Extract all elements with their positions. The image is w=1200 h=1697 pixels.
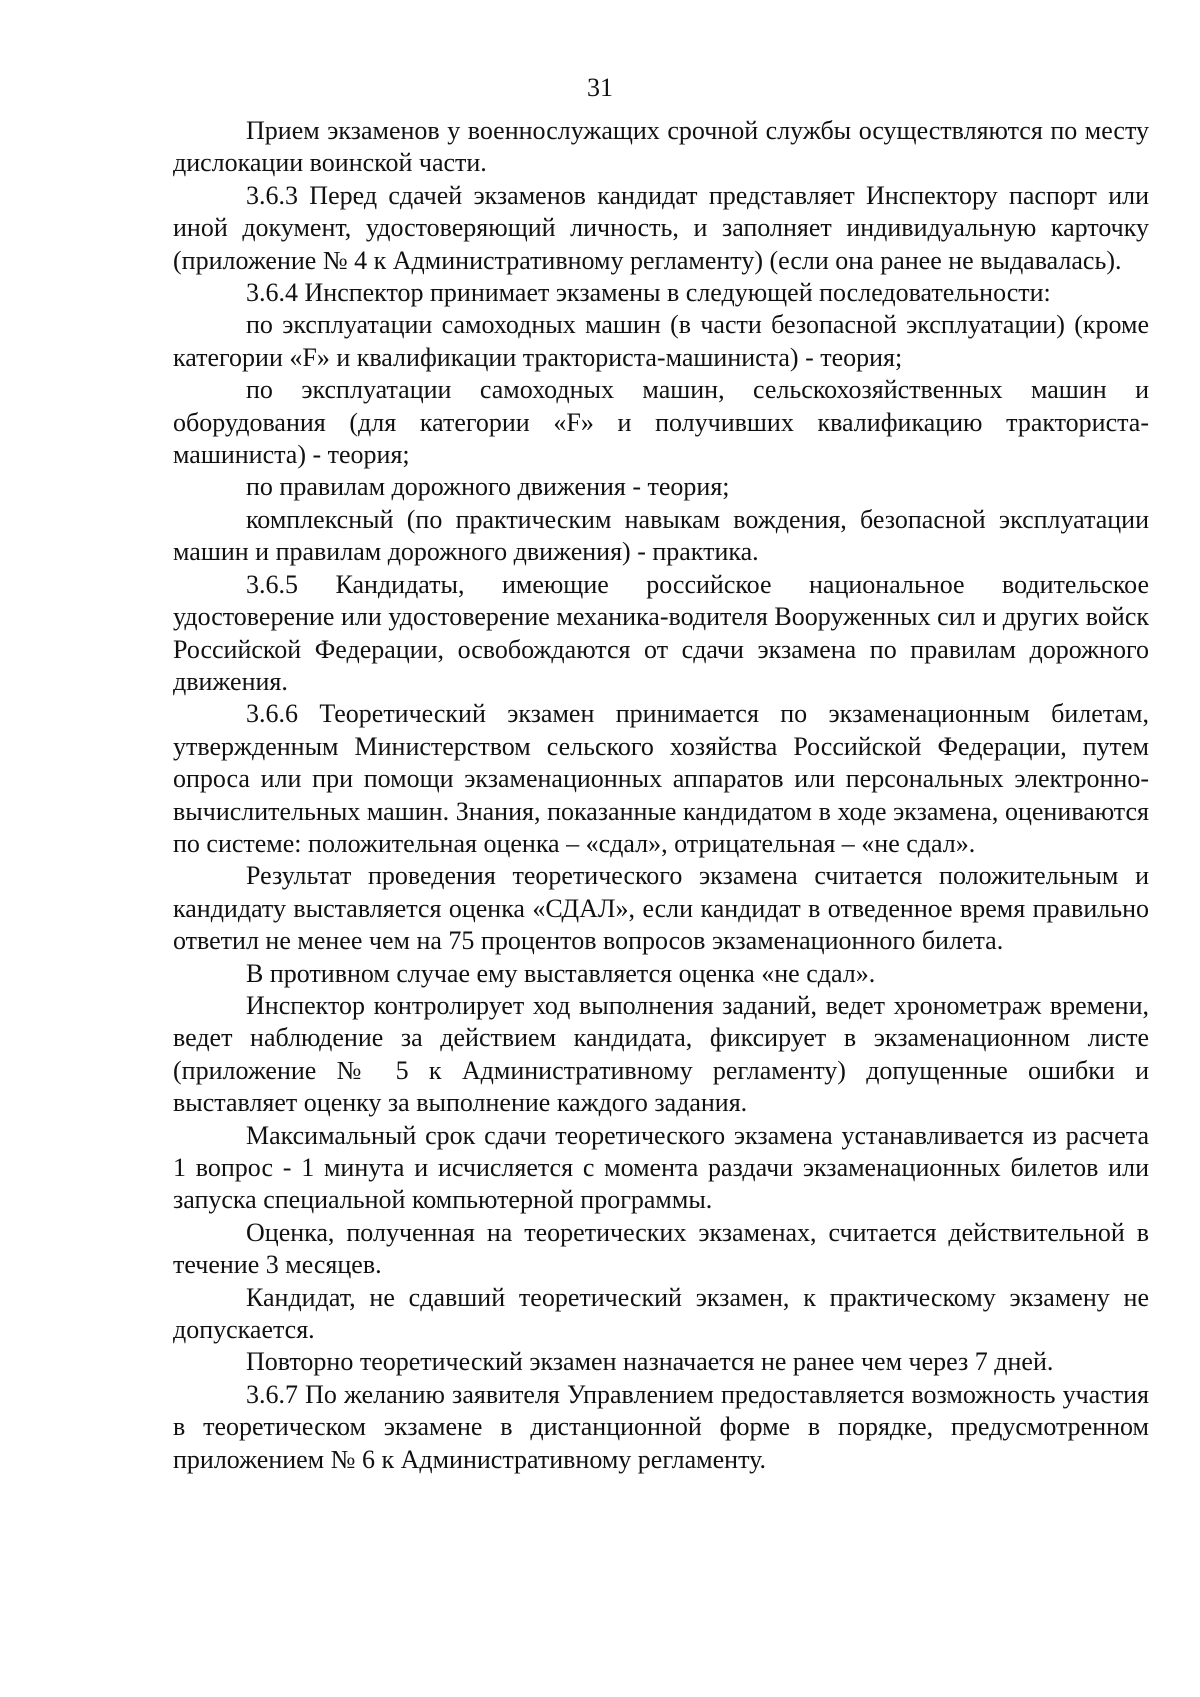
page-number: 31 [587, 73, 613, 102]
paragraph: Повторно теоретический экзамен назначается не ранее чем через 7 дней. [246, 1347, 1054, 1377]
paragraph: по эксплуатации самоходных машин (в части безопасной эксплуатации) (кроме категории «F» и квалификации тракториста-машиниста) - теория; [173, 310, 1149, 372]
paragraph: Результат проведения теоретического экзамена считается положительным и кандидату выставляется оценка «СДАЛ», если кандидат в отведенное время правильно ответил не менее чем на 75 процентов вопросов экзаменационного билета. [173, 861, 1149, 956]
paragraph: Кандидат, не сдавший теоретический экзамен, к практическому экзамену не допускается. [173, 1282, 1149, 1345]
paragraph: 3.6.5 Кандидаты, имеющие российское национальное водительское удостоверение или удостоверение механика-водителя Вооруженных сил и других войск Российской Федерации, освобождаются от сдачи экзамена по правилам дорожного движения. [173, 569, 1149, 696]
paragraph: Максимальный срок сдачи теоретического экзамена устанавливается из расчета 1 вопрос - 1 минута и исчисляется с момента раздачи экзаменационных билетов или запуска специальной компьютерной программы. [173, 1120, 1149, 1215]
paragraph: 3.6.3 Перед сдачей экзаменов кандидат представляет Инспектору паспорт или иной документ, удостоверяющий личность, и заполняет индивидуальную карточку (приложение № 4 к Административному регламенту) (если она ранее не выдавалась). [173, 180, 1149, 275]
paragraph: комплексный (по практическим навыкам вождения, безопасной эксплуатации машин и правилам дорожного движения) - практика. [173, 504, 1149, 567]
paragraph: по правилам дорожного движения - теория; [246, 472, 730, 502]
paragraph: Инспектор контролирует ход выполнения заданий, ведет хронометраж времени, ведет наблюдение за действием кандидата, фиксирует в экзаменационном листе (приложение № 5 к Административному регламенту) допущенные ошибки и выставляет оценку за выполнение каждого задания. [173, 990, 1149, 1118]
paragraph: 3.6.7 По желанию заявителя Управлением предоставляется возможность участия в теоретическом экзамене в дистанционной форме в порядке, предусмотренном приложением № 6 к Административному регламенту. [173, 1379, 1149, 1474]
paragraph: 3.6.4 Инспектор принимает экзамены в следующей последовательности: [246, 278, 1051, 308]
paragraph: по эксплуатации самоходных машин, сельскохозяйственных машин и оборудования (для категории «F» и получивших квалификацию тракториста-машиниста) - теория; [173, 375, 1149, 470]
paragraph: Оценка, полученная на теоретических экзаменах, считается действительной в течение 3 месяцев. [173, 1217, 1149, 1280]
document-body [173, 115, 1149, 1476]
paragraph: 3.6.6 Теоретический экзамен принимается по экзаменационным билетам, утвержденным Министерством сельского хозяйства Российской Федерации, путем опроса или при помощи экзаменационных аппаратов или персональных электронно-вычислительных машин. Знания, показанные кандидатом в ходе экзамена, оцениваются по системе: положительная оценка – «сдал», отрицательная – «не сдал». [173, 699, 1149, 858]
paragraph: В противном случае ему выставляется оценка «не сдал». [246, 958, 876, 988]
paragraph: Прием экзаменов у военнослужащих срочной службы осуществляются по месту дислокации воинской части. [173, 116, 1149, 178]
